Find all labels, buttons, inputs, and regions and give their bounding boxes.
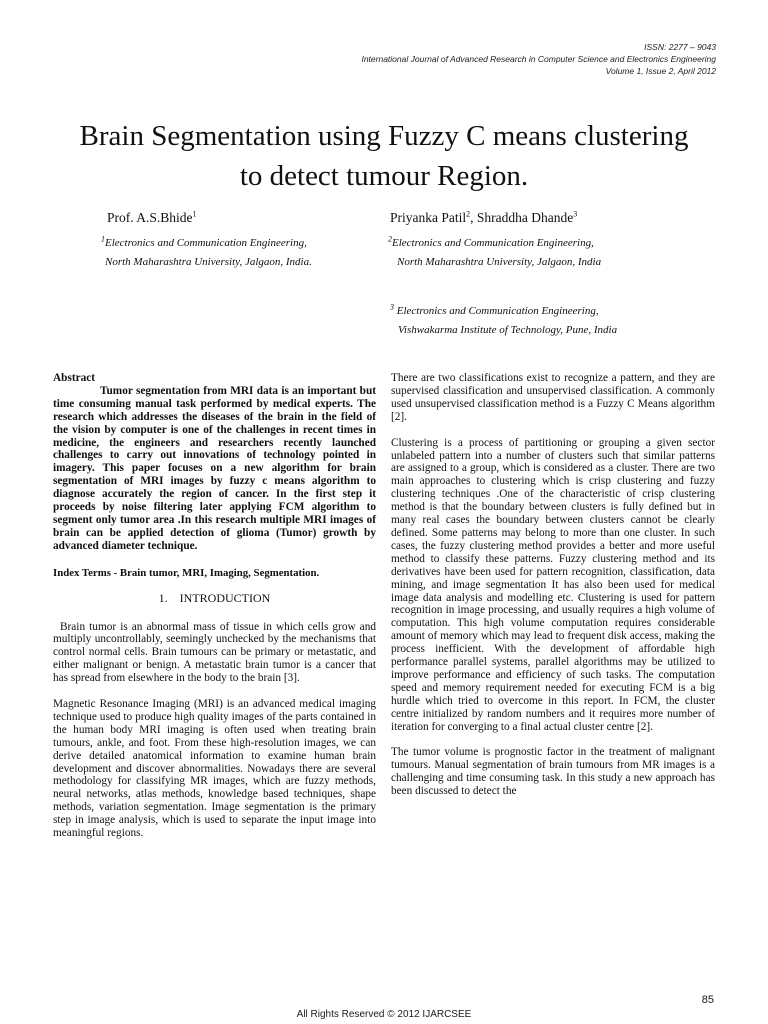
affiliation-univ-3: Vishwakarma Institute of Technology, Pune, India	[398, 324, 618, 336]
intro-paragraph-1: Brain tumor is an abnormal mass of tissue in which cells grow and multiply uncontrollably, seemingly unchecked by the mechanisms that control normal cells. Brain tumours can be primary or metastatic, and either malignant or benign. A metastatic brain tumor is a cancer that has spread from elsewhere in the body to the brain [3].	[53, 620, 376, 685]
author-name: Prof. A.S.Bhide	[107, 210, 193, 225]
page-number: 85	[701, 994, 714, 1006]
affiliation-univ: North Maharashtra University, Jalgaon, India.	[105, 256, 312, 268]
right-paragraph-3: The tumor volume is prognostic factor in the treatment of malignant tumours. Manual segmentation of brain tumours from MR images is a challenging and time consuming task. In this study a new approach has been discussed to detect the	[391, 746, 715, 798]
author-left	[107, 210, 197, 226]
left-column	[53, 372, 376, 840]
intro-paragraph-2: Magnetic Resonance Imaging (MRI) is an advanced medical imaging technique used to produce high quality images of the parts contained in the human body MRI imaging is often used when treating brain tumours, ankle, and foot. From these high-resolution images, we can derive detailed anatomical information to examine human brain development and discover abnormalities. Nowadays there are several methodology for classifying MR images, which are fuzzy methods, neural networks, atlas methods, knowledge based techniques, shape methods, variation segmentation. Image segmentation is the primary step in image analysis, which is used to separate the input image into meaningful regions.	[53, 698, 376, 840]
affiliation-univ-2: North Maharashtra University, Jalgaon, India	[397, 256, 602, 268]
title-line-1: Brain Segmentation using Fuzzy C means clustering	[79, 120, 689, 152]
abstract-text: Tumor segmentation from MRI data is an important but time consuming manual task performed by medical experts. The research which addresses the diseases of the brain in the field of the vision by computer is one of the challenges in recent times in medicine, the engineers and researchers recently launched challenges to carry out innovations of technology pointed in imagery. This paper focuses on a new algorithm for brain segmentation of MRI images by fuzzy c means algorithm to diagnose accurately the region of cancer. In the first step it proceeds by noise filtering later applying FCM algorithm to segment only tumor area .In this research multiple MRI images of brain can be applied detection of glioma (Tumor) growth by advanced diameter technique.	[53, 384, 376, 552]
affiliation-dept: Electronics and Communication Engineering,	[105, 237, 307, 249]
author-right	[390, 210, 577, 226]
footer-copyright: All Rights Reserved © 2012 IJARCSEE	[296, 1009, 472, 1020]
affiliation-third	[390, 302, 617, 340]
section-heading-introduction: 1. INTRODUCTION	[158, 590, 271, 605]
index-terms: Index Terms - Brain tumor, MRI, Imaging, Segmentation.	[53, 566, 320, 579]
author-name-2: Priyanka Patil	[390, 210, 467, 225]
right-paragraph-2: Clustering is a process of partitioning or grouping a given sector unlabeled pattern into a number of clusters such that similar patterns are assigned to a group, which is considered as a cluster. There are two main approaches to clustering which is crisp clustering and fuzzy clustering techniques .One of the characteristic of crisp clustering method is that the boundary between clusters is fully defined but in many real cases the boundary between clusters cannot be clearly defined. Some patterns may belong to more than one cluster. In such cases, the fuzzy clustering method provides a better and more useful method to classify these patterns. Fuzzy clustering method and its derivatives have been used for pattern recognition, classification, data mining, and image segmentation It has also been used for medical image data analysis and modelling etc. Clustering is used for pattern recognition in image processing, and usually requires a high volume of computation. This high volume computation requires considerable amount of memory which may lead to frequent disk access, making the process inefficient. With the development of affordable high performance parallel systems, parallel algorithms may be utilized to improve performance and efficiency of such tasks. The computation speed and memory requirement needed for executing FCM is a big hurdle which tried to overcome in this report. In FCM, the cluster centre initialized by random numbers and it requires more number of iteration for converging to a final actual cluster centre [2].	[391, 436, 715, 733]
author-name-3: , Shraddha Dhande	[470, 210, 574, 225]
affiliation-dept-2: Electronics and Communication Engineering,	[392, 237, 594, 249]
affiliation-dept-3: Electronics and Communication Engineering,	[396, 305, 599, 317]
right-paragraph-1: There are two classifications exist to recognize a pattern, and they are supervised classification and unsupervised classification. A commonly used unsupervised classification method is a Fuzzy C Means algorithm [2].	[391, 372, 715, 423]
affiliation-sup-3: 3	[390, 302, 394, 312]
affiliation-left	[101, 234, 312, 272]
journal-header	[361, 41, 716, 77]
paper-title	[0, 116, 768, 196]
title-line-2: to detect tumour Region.	[239, 160, 529, 192]
journal-name: International Journal of Advanced Research in Computer Science and Electronics Engineering	[361, 54, 716, 64]
volume-info: Volume 1, Issue 2, April 2012	[605, 66, 716, 76]
issn: ISSN: 2277 – 9043	[644, 42, 716, 52]
affiliation-sup: 1	[101, 234, 105, 244]
author-sup-3: 3	[573, 209, 578, 219]
author-sup-2: 2	[466, 209, 471, 219]
affiliation-right	[388, 234, 601, 272]
affiliation-sup-2: 2	[388, 234, 392, 244]
right-column	[391, 372, 715, 798]
author-sup: 1	[192, 209, 197, 219]
abstract-heading: Abstract	[53, 372, 96, 384]
